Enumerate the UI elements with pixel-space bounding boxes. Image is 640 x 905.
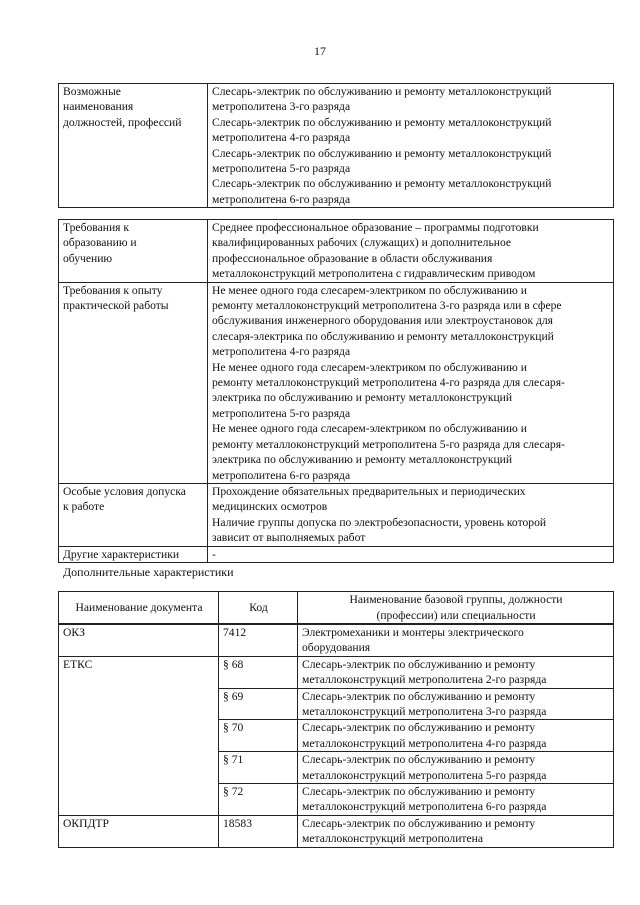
value-line: метрополитена 3-го разряда [212,100,351,114]
requirements-row-education [59,220,614,283]
name-line: Слесарь-электрик по обслуживанию и ремонту [302,657,536,671]
name-line: металлоконструкций метрополитена 4-го разряда [302,736,547,750]
code-cell [219,656,298,688]
name-line: Слесарь-электрик по обслуживанию и ремонту [302,816,536,830]
code-cell [219,624,298,656]
label-line: Особые условия допуска [63,484,186,498]
value-line: Среднее профессиональное образование – программы подготовки [212,221,539,234]
value-line: зависит от выполняемых работ [212,531,366,545]
job-titles-label-cell [59,84,208,208]
value-line: Слесарь-электрик по обслуживанию и ремонту металлоконструкций [212,146,552,160]
value-line: Слесарь-электрик по обслуживанию и ремонту металлоконструкций [212,85,552,98]
requirements-value-cell [208,546,614,562]
name-cell [298,688,614,720]
value-line: электрика по обслуживанию и ремонту металлоконструкций [212,453,513,467]
value-line: электрика по обслуживанию и ремонту металлоконструкций [212,391,513,405]
name-line: Слесарь-электрик по обслуживанию и ремонту [302,689,536,703]
name-line: металлоконструкций метрополитена 5-го разряда [302,768,547,782]
header-code-label: Код [249,600,268,614]
value-line: Слесарь-электрик по обслуживанию и ремонту металлоконструкций [212,115,552,129]
label-line: Требования к опыту [63,283,163,297]
header-doc-label: Наименование документа [75,600,203,614]
name-cell [298,784,614,816]
header-name-line: Наименование базовой группы, должности [349,593,563,607]
name-line: металлоконструкций метрополитена 6-го разряда [302,800,547,814]
code-value: 18583 [223,816,252,830]
requirements-row-other [59,546,614,562]
value-line: слесаря-электрика по обслуживанию и ремонту металлоконструкций [212,329,554,343]
name-line: металлоконструкций метрополитена [302,832,483,846]
code-value: § 72 [223,785,244,799]
code-cell [219,752,298,784]
job-titles-value-cell [208,84,614,208]
label-line: обучению [63,251,113,265]
code-value: § 69 [223,689,244,703]
label-line: Требования к [63,221,130,234]
value-line: метрополитена 6-го разряда [212,468,351,482]
label-line: образованию и [63,236,137,250]
value-line: Наличие группы допуска по электробезопасности, уровень которой [212,515,547,529]
value-line: - [212,547,216,561]
label-line: Другие характеристики [63,547,180,561]
name-line: металлоконструкций метрополитена 2-го разряда [302,673,547,687]
value-line: квалифицированных рабочих (служащих) и дополнительное [212,236,512,250]
code-cell [219,815,298,847]
code-cell [219,688,298,720]
value-line: металлоконструкций метрополитена с гидравлическим приводом [212,267,536,281]
value-line: метрополитена 5-го разряда [212,162,351,176]
value-line: метрополитена 4-го разряда [212,131,351,145]
name-cell [298,656,614,688]
value-line: ремонту металлоконструкций метрополитена 3-го разряда или в сфере [212,299,562,313]
name-line: Электромеханики и монтеры электрического [302,626,524,639]
label-line: к работе [63,500,105,514]
label-line: наименования [63,100,134,114]
additional-characteristics-table [58,591,614,848]
name-cell [298,624,614,656]
label-line: Возможные [63,85,121,98]
value-line: Не менее одного года слесарем-электриком по обслуживанию и [212,422,527,436]
value-line: профессиональное образование в области обслуживания [212,251,493,265]
job-titles-table [58,83,614,208]
value-line: Не менее одного года слесарем-электриком по обслуживанию и [212,360,527,374]
value-line: Не менее одного года слесарем-электриком по обслуживанию и [212,283,527,297]
table-row [59,656,614,688]
section-title: Дополнительные характеристики [63,565,234,579]
name-line: Слесарь-электрик по обслуживанию и ремонту [302,753,536,767]
label-line: практической работы [63,299,169,313]
table-row [59,624,614,656]
name-line: металлоконструкций метрополитена 3-го разряда [302,705,547,719]
value-line: медицинских осмотров [212,500,328,514]
name-line: оборудования [302,641,371,655]
requirements-label-cell [59,220,208,283]
code-value: 7412 [223,626,247,639]
doc-name: ОКЗ [63,626,85,639]
requirements-row-experience [59,282,614,483]
header-code [219,592,298,625]
label-line: должностей, профессий [63,115,182,129]
requirements-label-cell [59,483,208,546]
code-value: § 68 [223,657,244,671]
doc-cell [59,815,219,847]
header-name [298,592,614,625]
name-cell [298,815,614,847]
doc-cell [59,656,219,815]
value-line: Прохождение обязательных предварительных и периодических [212,484,526,498]
name-line: Слесарь-электрик по обслуживанию и ремонту [302,721,536,735]
header-doc [59,592,219,625]
doc-cell [59,624,219,656]
additional-header-row [59,592,614,625]
doc-name: ОКПДТР [63,816,109,830]
page-number: 17 [314,44,326,58]
value-line: метрополитена 5-го разряда [212,406,351,420]
code-cell [219,720,298,752]
name-cell [298,720,614,752]
value-line: метрополитена 4-го разряда [212,345,351,359]
code-value: § 70 [223,721,244,735]
value-line: обслуживания инженерного оборудования или электроустановок для [212,314,553,328]
value-line: метрополитена 6-го разряда [212,192,351,206]
doc-name: ЕТКС [63,657,93,671]
requirements-value-cell [208,282,614,483]
requirements-label-cell [59,546,208,562]
table-row [59,815,614,847]
requirements-table [58,219,614,563]
code-cell [219,784,298,816]
name-cell [298,752,614,784]
requirements-row-special-conditions [59,483,614,546]
value-line: Слесарь-электрик по обслуживанию и ремонту металлоконструкций [212,177,552,191]
job-titles-row [59,84,614,208]
requirements-value-cell [208,483,614,546]
value-line: ремонту металлоконструкций метрополитена 4-го разряда для слесаря- [212,376,565,390]
requirements-value-cell [208,220,614,283]
header-name-line: (профессии) или специальности [376,608,536,622]
requirements-label-cell [59,282,208,483]
name-line: Слесарь-электрик по обслуживанию и ремонту [302,785,536,799]
value-line: ремонту металлоконструкций метрополитена 5-го разряда для слесаря- [212,437,565,451]
code-value: § 71 [223,753,244,767]
